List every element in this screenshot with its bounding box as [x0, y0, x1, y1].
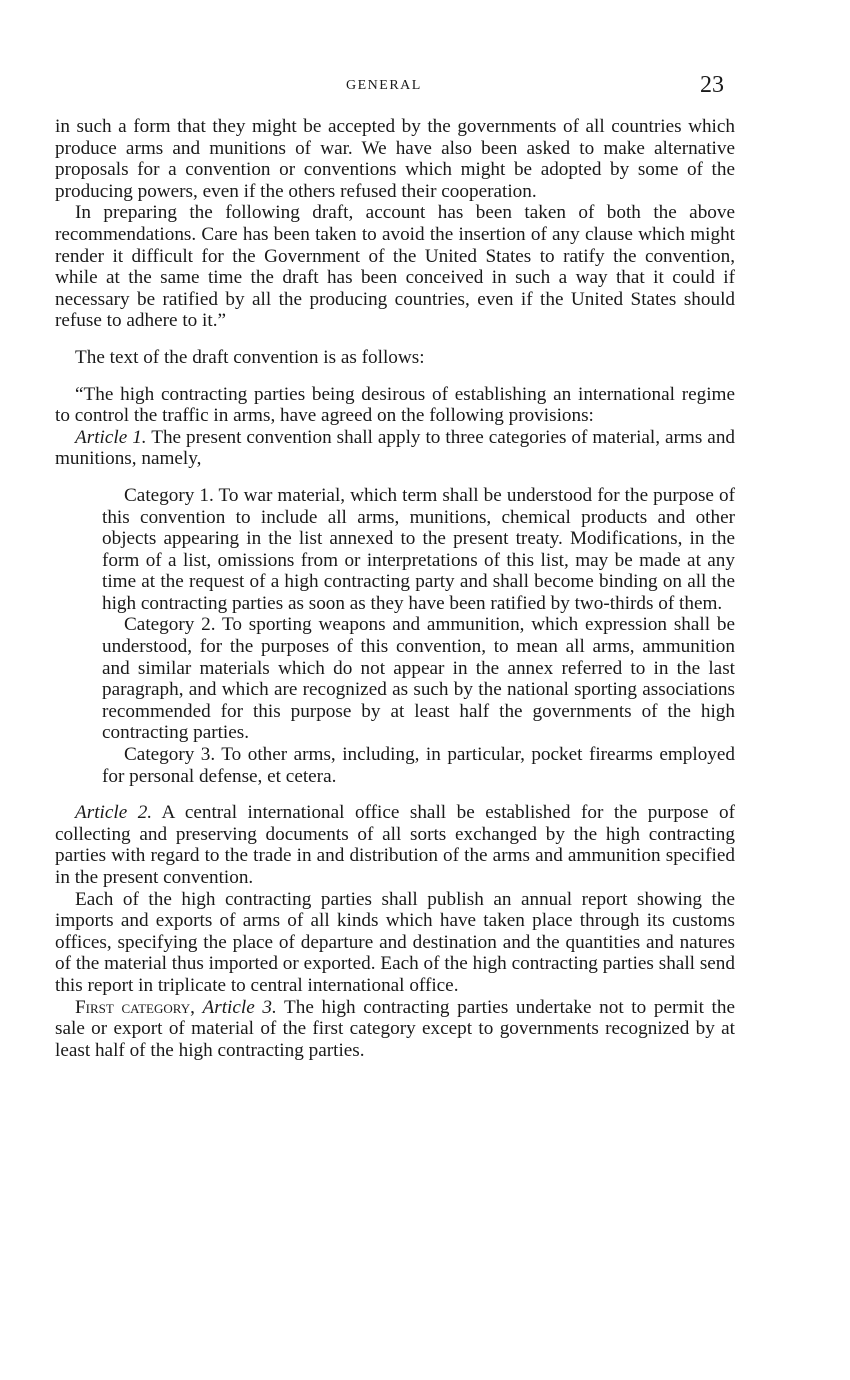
paragraph-article-3	[55, 997, 735, 1062]
page-header	[0, 74, 850, 106]
article-1-text: The present convention shall apply to three categories of material, arms and munitions, namely,	[55, 426, 736, 470]
paragraph-article-1	[55, 427, 735, 470]
running-head: GENERAL	[346, 78, 422, 93]
category-2: Category 2. To sporting weapons and ammunition, which expression shall be understood, for the purposes of this convention, to mean all arms, ammunition and similar materials which do not appear in the annex referred to in the last paragraph, and which are recognized as such by the national sporting associations recommended for this purpose by at least half the governments of the high contracting parties.	[102, 614, 735, 744]
page-number: 23	[700, 72, 724, 98]
article-3-label: Article 3.	[202, 996, 277, 1018]
paragraph-continuation: in such a form that they might be accepted by the governments of all countries which produce arms and munitions of war. We have also been asked to make alternative proposals for a convention or conventions which might be adopted by some of the producing powers, even if the others refused their cooperation.	[55, 116, 735, 202]
paragraph-preamble: “The high contracting parties being desirous of establishing an international regime to control the traffic in arms, have agreed on the following provisions:	[55, 383, 735, 427]
article-1-label: Article 1.	[75, 426, 147, 448]
article-3-text: The high contracting parties undertake not to permit the sale or export of material of the first category except to governments recognized by at least half of the high contracting parties.	[55, 996, 736, 1061]
article-2-text: A central international office shall be established for the purpose of collecting and preserving documents of all sorts exchanged by the high contracting parties with regard to the trade in and distribution of the arms and ammunition specified in the present convention.	[55, 802, 735, 888]
category-list	[102, 485, 735, 787]
article-2-label: Article 2.	[75, 802, 153, 824]
first-category-label: First category,	[75, 996, 195, 1018]
paragraph-article-2	[55, 802, 735, 888]
category-1: Category 1. To war material, which term shall be understood for the purpose of this convention to include all arms, munitions, chemical products and other objects appearing in the list annexed to the present treaty. Modifications, in the form of a list, omissions from or interpretations of this list, may be made at any time at the request of a high contracting party and shall become binding on all the high contracting parties as soon as they have been ratified by two-thirds of them.	[102, 484, 735, 614]
body-text	[55, 116, 735, 1061]
paragraph-text-intro: The text of the draft convention is as follows:	[75, 346, 425, 368]
paragraph-draft-preparation: In preparing the following draft, account has been taken of both the above recommendations. Care has been taken to avoid the insertion of any clause which might render it difficult for the Government of the United States to ratify the convention, while at the same time the draft has been conceived in such a way that it could if necessary be ratified by all the producing countries, even if the United States should refuse to adhere to it.”	[55, 202, 735, 332]
paragraph-annual-report: Each of the high contracting parties shall publish an annual report showing the imports and exports of arms of all kinds which have taken place through its customs offices, specifying the place of departure and destination and the quantities and natures of the material thus imported or exported. Each of the high contracting parties shall send this report in triplicate to central international office.	[55, 888, 735, 996]
category-3: Category 3. To other arms, including, in particular, pocket firearms employed for personal defense, et cetera.	[102, 744, 735, 787]
